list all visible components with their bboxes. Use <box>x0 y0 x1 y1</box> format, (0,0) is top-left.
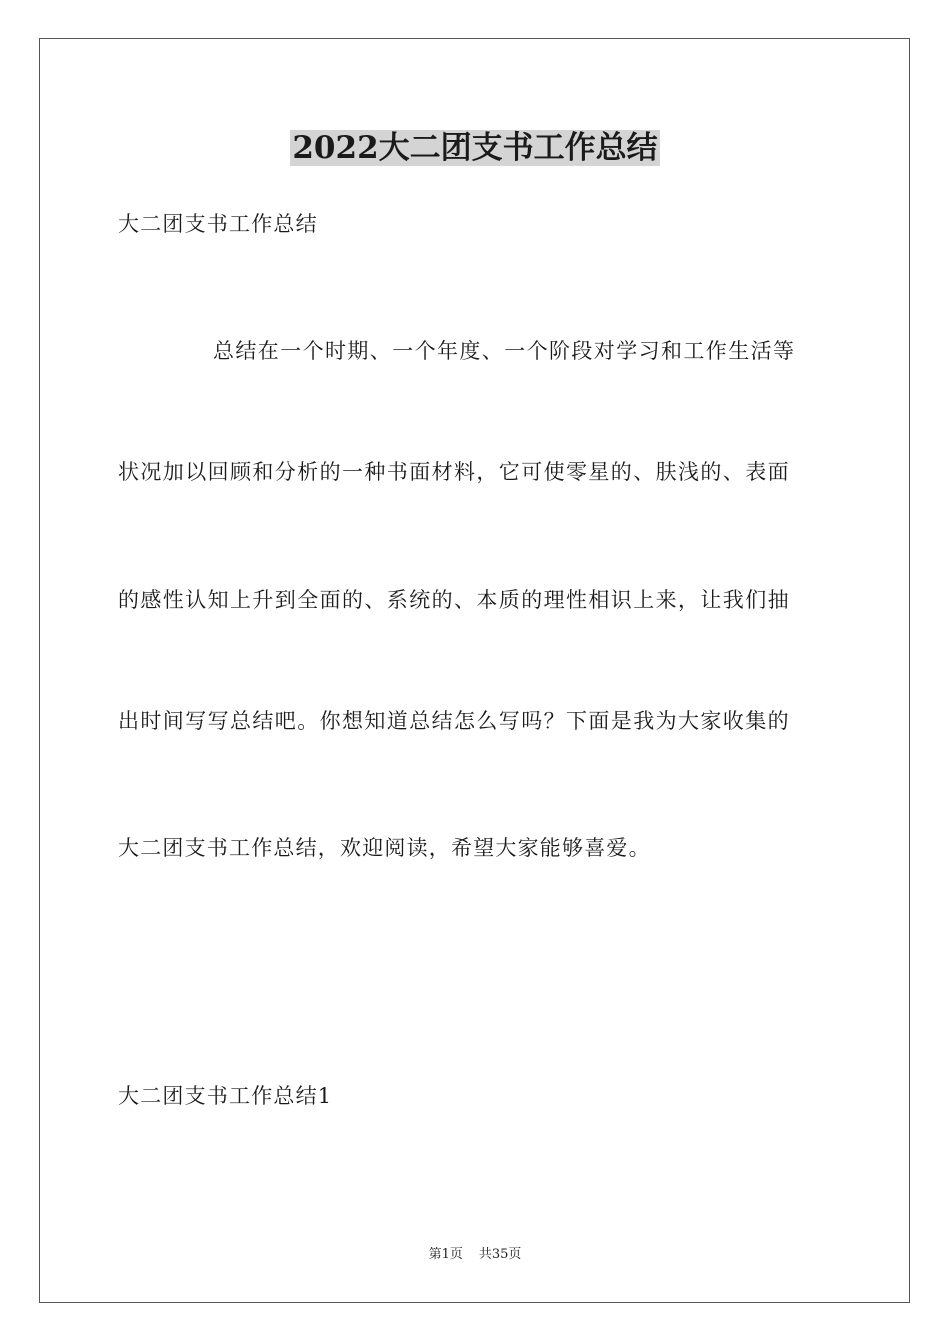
document-title-text: 2022大二团支书工作总结 <box>292 130 658 166</box>
intro-line-1: 总结在一个时期、一个年度、一个阶段对学习和工作生活等 <box>213 339 796 363</box>
intro-line-5: 大二团支书工作总结，欢迎阅读，希望大家能够喜爱。 <box>118 836 651 860</box>
page-number-current: 第1页 <box>428 1247 463 1262</box>
intro-line-4: 出时间写写总结吧。你想知道总结怎么写吗？下面是我为大家收集的 <box>118 709 790 733</box>
section-heading: 大二团支书工作总结1 <box>118 1084 333 1108</box>
page-number-total: 共35页 <box>478 1247 522 1262</box>
document-subtitle: 大二团支书工作总结 <box>118 212 318 236</box>
intro-line-2: 状况加以回顾和分析的一种书面材料，它可使零星的、肤浅的、表面 <box>118 460 790 484</box>
intro-line-3: 的感性认知上升到全面的、系统的、本质的理性相识上来，让我们抽 <box>118 588 790 612</box>
document-title <box>0 126 950 170</box>
page-footer <box>0 1246 950 1264</box>
